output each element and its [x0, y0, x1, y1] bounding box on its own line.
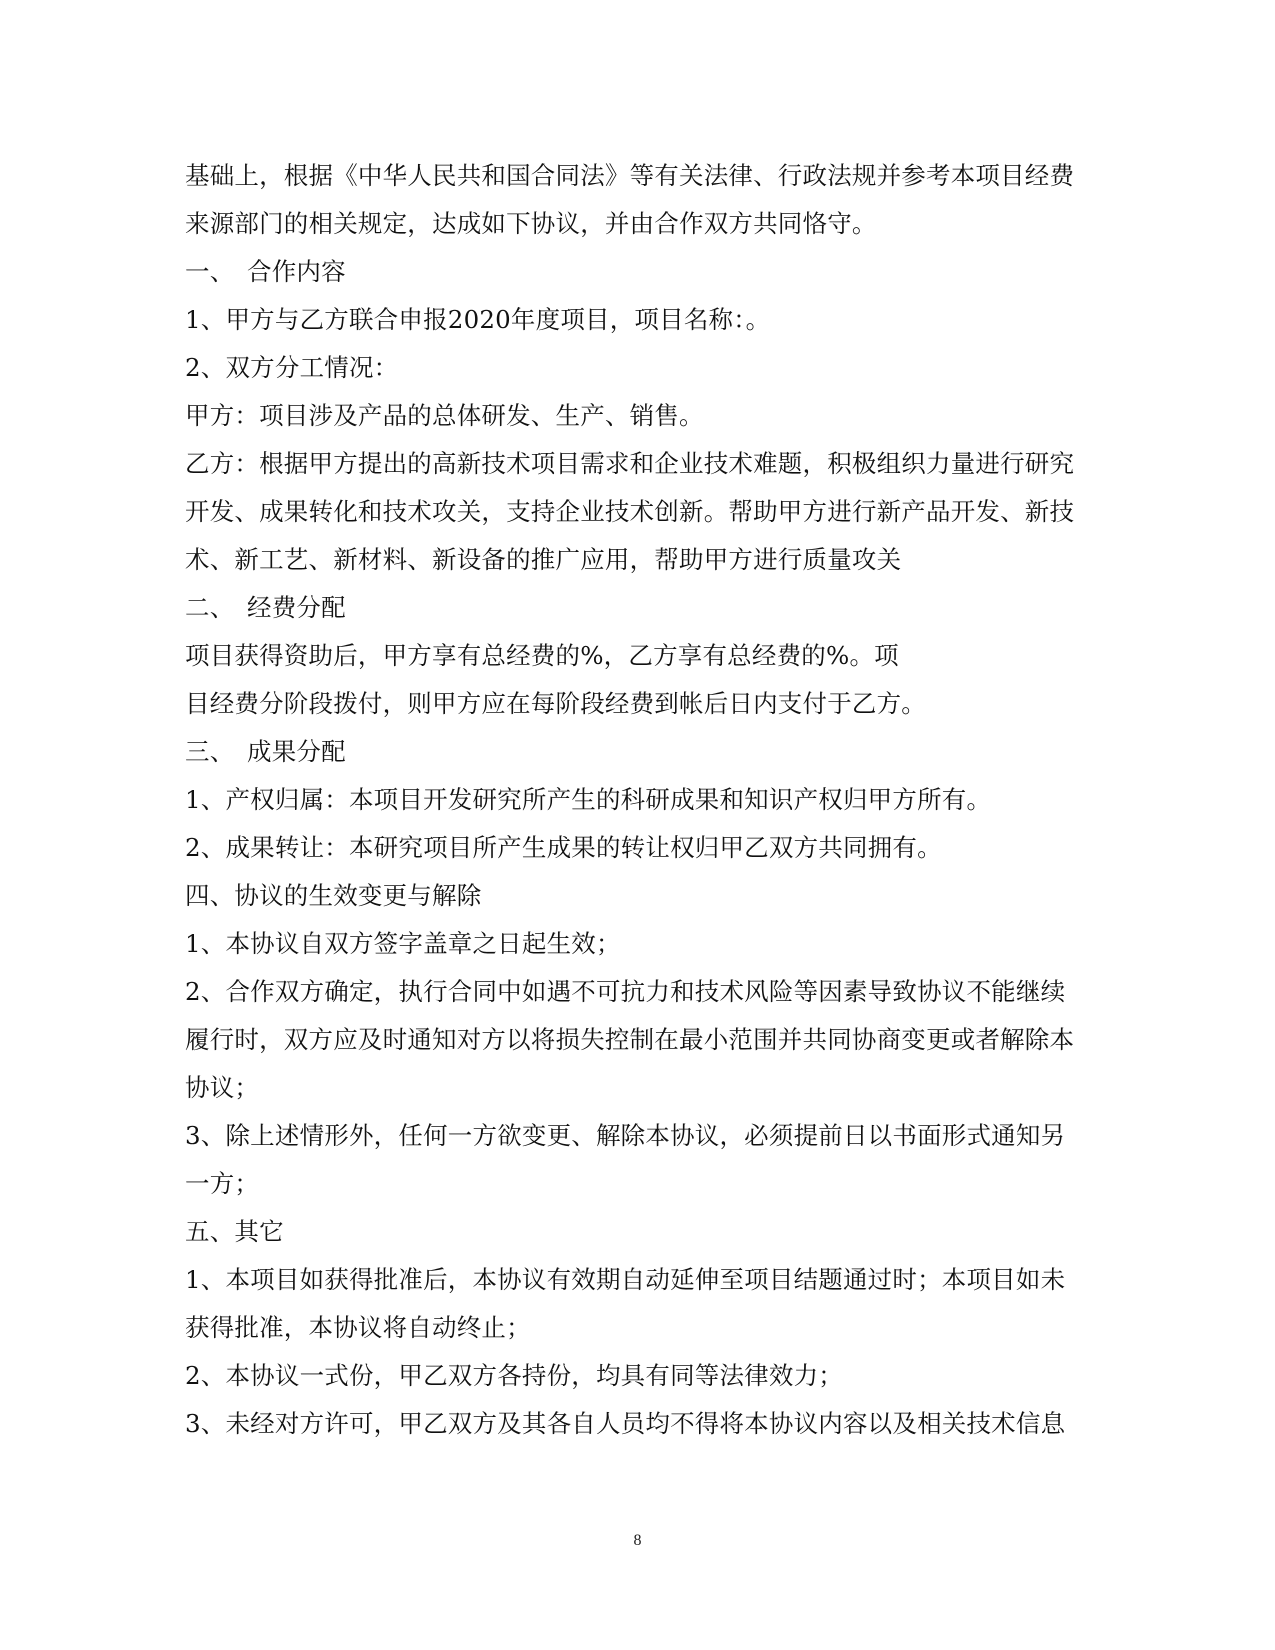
body-line: 术、新工艺、新材料、新设备的推广应用，帮助甲方进行质量攻关: [185, 545, 902, 574]
section-number: 一、: [185, 257, 235, 286]
section-heading: [185, 728, 1090, 776]
body-line: 开发、成果转化和技术攻关，支持企业技术创新。帮助甲方进行新产品开发、新技: [185, 497, 1075, 526]
section-title: 合作内容: [247, 257, 346, 286]
section-number: 三、: [185, 737, 235, 766]
body-line: 2、合作双方确定，执行合同中如遇不可抗力和技术风险等因素导致协议不能继续: [185, 977, 1066, 1006]
section-number: 二、: [185, 593, 235, 622]
page-number: 8: [633, 1532, 642, 1549]
body-line: 来源部门的相关规定，达成如下协议，并由合作双方共同恪守。: [185, 209, 877, 238]
body-line: 基础上，根据《中华人民共和国合同法》等有关法律、行政法规并参考本项目经费: [185, 161, 1075, 190]
body-line: 1、本项目如获得批准后，本协议有效期自动延伸至项目结题通过时；本项目如未: [185, 1265, 1066, 1294]
section-heading: [185, 584, 1090, 632]
body-line: 项目获得资助后，甲方享有总经费的%，乙方享有总经费的%。项: [185, 641, 899, 670]
body-line: 一方；: [185, 1169, 260, 1198]
body-line: 1、本协议自双方签字盖章之日起生效；: [185, 929, 621, 958]
body-line: 1、产权归属：本项目开发研究所产生的科研成果和知识产权归甲方所有。: [185, 785, 992, 814]
section-heading: 五、其它: [185, 1217, 284, 1246]
body-line: 乙方：根据甲方提出的高新技术项目需求和企业技术难题，积极组织力量进行研究: [185, 449, 1075, 478]
body-line: 履行时，双方应及时通知对方以将损失控制在最小范围并共同协商变更或者解除本: [185, 1025, 1075, 1054]
body-line: 协议；: [185, 1073, 260, 1102]
body-line: 获得批准，本协议将自动终止；: [185, 1313, 531, 1342]
body-line: 2、双方分工情况：: [185, 353, 399, 382]
body-line: 3、除上述情形外，任何一方欲变更、解除本协议，必须提前日以书面形式通知另: [185, 1121, 1066, 1150]
section-title: 成果分配: [247, 737, 346, 766]
section-heading: [185, 248, 1090, 296]
section-heading: 四、协议的生效变更与解除: [185, 881, 482, 910]
section-title: 经费分配: [247, 593, 346, 622]
body-line: 2、本协议一式份，甲乙双方各持份，均具有同等法律效力；: [185, 1361, 843, 1390]
body-line: 3、未经对方许可，甲乙双方及其各自人员均不得将本协议内容以及相关技术信息: [185, 1409, 1066, 1438]
body-line: 甲方：项目涉及产品的总体研发、生产、销售。: [185, 401, 704, 430]
body-line: 2、成果转让：本研究项目所产生成果的转让权归甲乙双方共同拥有。: [185, 833, 942, 862]
document-body: [185, 152, 1090, 1448]
body-line: 目经费分阶段拨付，则甲方应在每阶段经费到帐后日内支付于乙方。: [185, 689, 926, 718]
body-line: 1、甲方与乙方联合申报2020年度项目，项目名称：。: [185, 305, 771, 334]
